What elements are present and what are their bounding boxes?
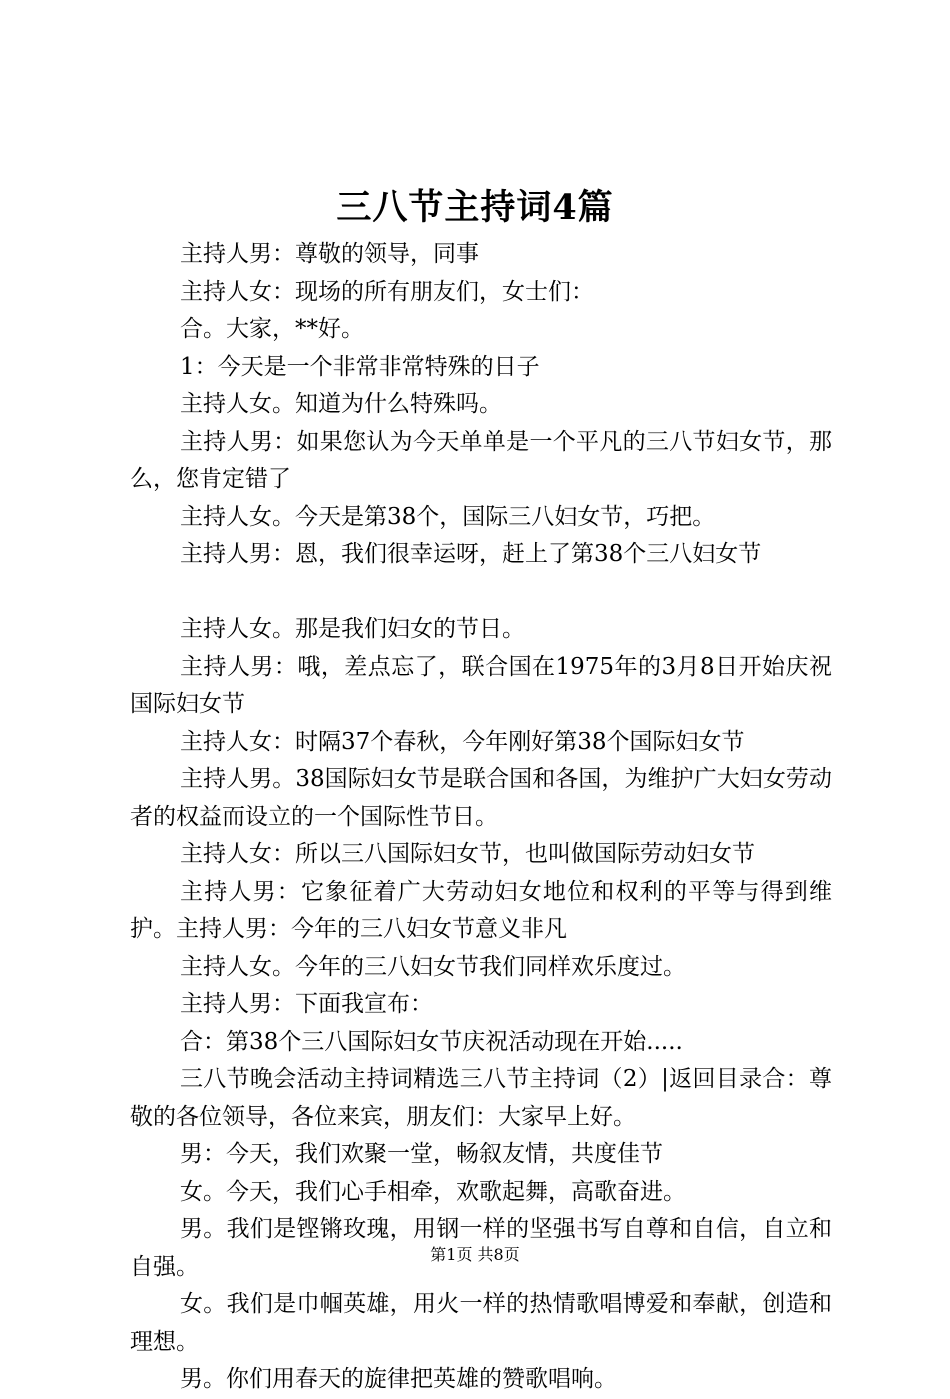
- paragraph: 主持人女：时隔37个春秋，今年刚好第38个国际妇女节: [180, 728, 745, 755]
- paragraph: 女。我们是巾帼英雄，用火一样的热情歌唱博爱和奉献，创造和理想。: [130, 1291, 832, 1355]
- document-body: [130, 236, 832, 1399]
- paragraph: 主持人女。知道为什么特殊吗。: [180, 391, 502, 417]
- paragraph: 主持人男：恩，我们很幸运呀，赶上了第38个三八妇女节: [180, 541, 762, 567]
- paragraph: 三八节晚会活动主持词精选三八节主持词（2）|返回目录合：尊敬的各位领导，各位来宾，朋友们：大家早上好。: [130, 1066, 832, 1130]
- paragraph: 男。你们用春天的旋律把英雄的赞歌唱响。: [180, 1366, 617, 1392]
- paragraph: 女。今天，我们心手相牵，欢歌起舞，高歌奋进。: [180, 1178, 686, 1205]
- page-footer: 第1页 共8页: [430, 1245, 520, 1264]
- paragraph: 主持人男：如果您认为今天单单是一个平凡的三八节妇女节，那么，您肯定错了: [130, 428, 832, 492]
- paragraph: 男：今天，我们欢聚一堂，畅叙友情，共度佳节: [180, 1141, 663, 1167]
- paragraph: 主持人男：下面我宣布：: [180, 991, 433, 1017]
- paragraph: 主持人女：所以三八国际妇女节，也叫做国际劳动妇女节: [180, 841, 755, 867]
- paragraph: 主持人男：它象征着广大劳动妇女地位和权利的平等与得到维护。主持人男：今年的三八妇女节意义非凡: [130, 878, 832, 942]
- paragraph: 合：第38个三八国际妇女节庆祝活动现在开始.....: [180, 1028, 683, 1055]
- paragraph: 主持人女。今天是第38个，国际三八妇女节，巧把。: [180, 503, 716, 530]
- paragraph: 主持人男。38国际妇女节是联合国和各国，为维护广大妇女劳动者的权益而设立的一个国际性节日。: [130, 766, 832, 830]
- paragraph: 男。我们是铿锵玫瑰，用钢一样的坚强书写自尊和自信，自立和自强。: [130, 1216, 832, 1280]
- document-title: 三八节主持词4篇: [336, 187, 614, 228]
- paragraph: 主持人女。今年的三八妇女节我们同样欢乐度过。: [180, 953, 686, 980]
- paragraph: 主持人女：现场的所有朋友们，女士们：: [180, 278, 594, 305]
- paragraph: 主持人男：哦，差点忘了，联合国在1975年的3月8日开始庆祝国际妇女节: [130, 653, 832, 717]
- paragraph: 1：今天是一个非常非常特殊的日子: [180, 353, 540, 380]
- paragraph: 合。大家，**好。: [180, 316, 364, 342]
- paragraph: 主持人女。那是我们妇女的节日。: [180, 616, 525, 642]
- paragraph: 主持人男：尊敬的领导，同事: [180, 241, 479, 267]
